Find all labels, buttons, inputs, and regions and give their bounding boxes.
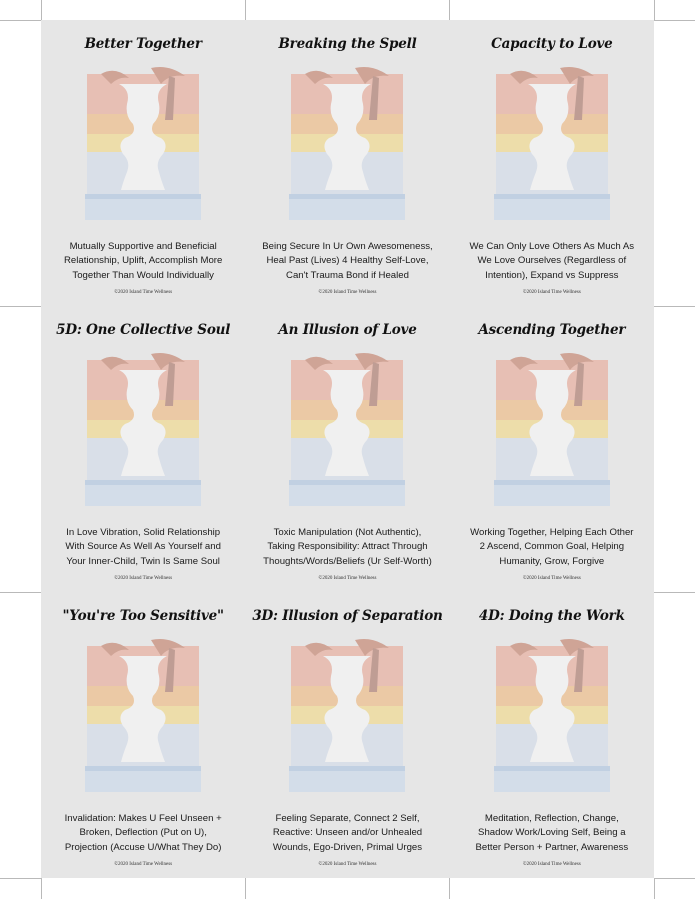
card-description-line: Broken, Deflection (Put on U), [79,827,207,839]
card-description-line: Feeling Separate, Connect 2 Self, [275,813,420,824]
crop-mark [41,878,42,899]
card [41,592,245,878]
card [245,306,449,592]
card-description-line: Together Than Would Individually [72,269,214,281]
card-description-line: Being Secure In Ur Own Awesomeness, [262,241,433,252]
copyright-text: ©2020 Island Time Wellness [318,862,377,867]
copyright-text: ©2020 Island Time Wellness [522,576,581,581]
card-description-line: Taking Responsibility: Attract Through [267,541,428,553]
copyright-text: ©2020 Island Time Wellness [114,576,173,581]
faces-vase-illustration [81,636,205,798]
card-description [255,812,439,855]
card [245,592,449,878]
copyright-text: ©2020 Island Time Wellness [114,290,173,295]
crop-mark [0,306,41,307]
card-description-line: We Love Ourselves (Regardless of [477,255,627,267]
card-description-line: Projection (Accuse U/What They Do) [64,841,222,853]
card-description-line: Invalidation: Makes U Feel Unseen + [64,813,222,824]
card-description-line: 2 Ascend, Common Goal, Helping [479,541,625,553]
copyright-text: ©2020 Island Time Wellness [522,862,581,867]
card-description-line: Toxic Manipulation (Not Authentic), [273,527,422,538]
card-description-line: Meditation, Reflection, Change, [484,813,619,824]
card-description-line: Shadow Work/Loving Self, Being a [478,827,626,839]
card [41,306,245,592]
card [450,20,654,306]
card-title: 3D: Illusion of Separation [252,608,443,624]
faces-vase-illustration [81,64,205,226]
card-title: 5D: One Collective Soul [56,322,231,338]
card-description [51,812,235,855]
card-title: Ascending Together [478,322,626,338]
card-title: Capacity to Love [491,36,613,52]
card-description [255,526,439,569]
card-description [460,240,644,283]
card-description-line: Thoughts/Words/Beliefs (Ur Self-Worth) [263,555,432,567]
crop-mark [0,20,41,21]
copyright-text: ©2020 Island Time Wellness [318,290,377,295]
card-description-line: Relationship, Uplift, Accomplish More [63,255,223,267]
copyright-text: ©2020 Island Time Wellness [318,576,377,581]
card-description-line: In Love Vibration, Solid Relationship [66,527,221,538]
card-title: An Illusion of Love [278,322,417,338]
card-description [255,240,439,283]
card-description [460,812,644,855]
card-description-line: Heal Past (Lives) 4 Healthy Self-Love, [266,255,429,267]
crop-mark [654,878,695,879]
card-sheet [41,20,654,878]
faces-vase-illustration [490,350,614,512]
card [41,20,245,306]
faces-vase-illustration [285,64,409,226]
card [450,592,654,878]
card [450,306,654,592]
faces-vase-illustration [285,636,409,798]
crop-mark [41,0,42,20]
card-description-line: Reactive: Unseen and/or Unhealed [272,827,423,839]
crop-mark [449,878,450,899]
card-description-line: Better Person + Partner, Awareness [475,841,629,853]
faces-vase-illustration [285,350,409,512]
crop-mark [654,20,695,21]
crop-mark [654,306,695,307]
card-description-line: Can't Trauma Bond if Healed [286,269,409,281]
crop-mark [245,0,246,20]
crop-mark [654,878,655,899]
crop-mark [0,878,41,879]
card-description-line: Mutually Supportive and Beneficial [69,241,217,252]
crop-mark [654,0,655,20]
card-description [460,526,644,569]
card-description-line: Wounds, Ego-Driven, Primal Urges [272,841,423,853]
card-title: Better Together [84,36,202,52]
card-title: "You're Too Sensitive" [62,608,224,624]
card-description [51,526,235,569]
crop-mark [245,878,246,899]
crop-mark [449,0,450,20]
faces-vase-illustration [490,64,614,226]
copyright-text: ©2020 Island Time Wellness [114,862,173,867]
card-description-line: Intention), Expand vs Suppress [485,269,619,281]
crop-mark [0,592,41,593]
card [245,20,449,306]
card-description-line: We Can Only Love Others As Much As [469,241,635,252]
faces-vase-illustration [490,636,614,798]
card-description-line: Your Inner-Child, Twin Is Same Soul [66,555,220,567]
card-description-line: Working Together, Helping Each Other [470,527,634,538]
card-title: Breaking the Spell [278,36,417,52]
card-title: 4D: Doing the Work [478,608,625,624]
crop-mark [654,592,695,593]
card-description-line: With Source As Well As Yourself and [65,541,221,553]
copyright-text: ©2020 Island Time Wellness [522,290,581,295]
faces-vase-illustration [81,350,205,512]
card-description [51,240,235,283]
card-description-line: Humanity, Grow, Forgive [499,555,605,567]
